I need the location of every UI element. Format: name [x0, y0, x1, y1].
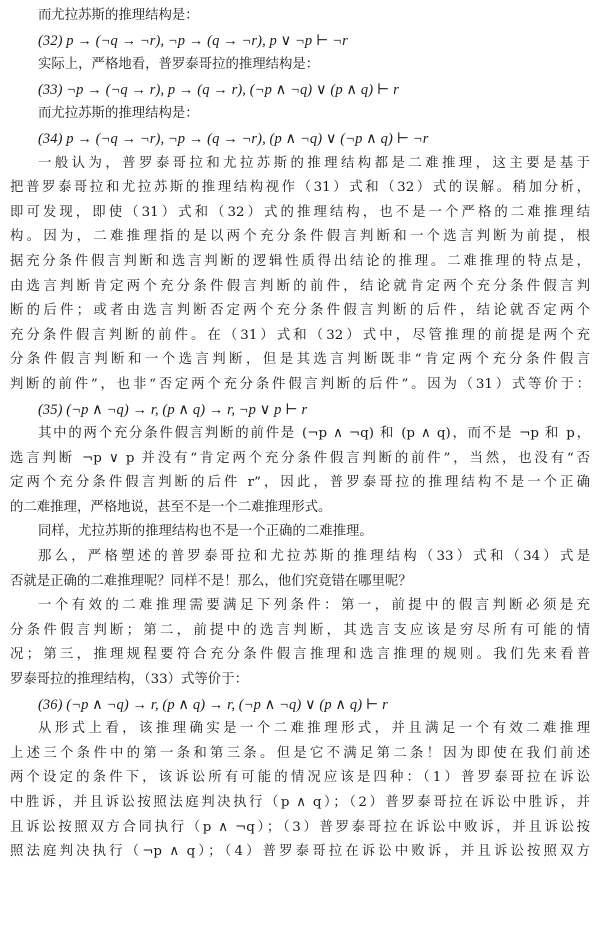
formula-36: (36) (¬p ∧ ¬q) → r, (p ∧ q) → r, (¬p ∧ ¬q) ∨ (p ∧ q) ⊢ r	[38, 696, 388, 713]
paragraph-line: 否就是正确的二难推理呢？同样不是！那么，他们究竟错在哪里呢？	[10, 573, 412, 589]
paragraph-line: 同样，尤拉苏斯的推理结构也不是一个正确的二难推理。	[38, 524, 373, 540]
paragraph-line: 充分条件假言判断的前件。在（31）式和（32）式中，尽管推理的前提是两个充	[10, 327, 590, 343]
paragraph-line: 那么，严格塑述的普罗泰哥拉和尤拉苏斯的推理结构（33）式和（34）式是	[38, 549, 590, 565]
paragraph-line: 两个设定的条件下，该诉讼所有可能的情况应该是四种：（1）普罗泰哥拉在诉讼	[10, 770, 590, 786]
formula-32: (32) p → (¬q → ¬r), ¬p → (q → ¬r), p ∨ ¬p ⊢ ¬r	[38, 32, 348, 49]
paragraph-line: 上述三个条件中的第一条和第三条。但是它不满足第二条！因为即使在我们前述	[10, 745, 590, 761]
formula-34: (34) p → (¬q → ¬r), ¬p → (q → ¬r), (p ∧ ¬q) ∨ (¬p ∧ q) ⊢ ¬r	[38, 130, 429, 147]
paragraph-line: 一个有效的二难推理需要满足下列条件：第一，前提中的假言判断必须是充	[38, 598, 590, 614]
paragraph-line: 且诉讼按照双方合同执行（p ∧ ¬q）；（3）普罗泰哥拉在诉讼中败诉，并且诉讼按	[10, 819, 590, 835]
formula-35: (35) (¬p ∧ ¬q) → r, (p ∧ q) → r, ¬p ∨ p ⊢ r	[38, 401, 308, 418]
text-line: 而尤拉苏斯的推理结构是：	[38, 8, 199, 23]
paragraph-line: 分条件假言判断和一个选言判断，但是其选言判断既非“肯定两个充分条件假言	[10, 352, 590, 368]
paragraph-line: 况；第三，推理规程要符合充分条件假言推理和选言推理的规则。我们先来看普	[10, 647, 590, 663]
paragraph-line: 断的后件；或者由选言判断否定两个充分条件假言判断的后件，结论就否定两个	[10, 303, 590, 319]
paragraph-line: 分条件假言判断；第二，前提中的选言判断，其选言支应该是穷尽所有可能的情	[10, 622, 590, 638]
paragraph-line: 的二难推理，严格地说，甚至不是一个二难推理形式。	[10, 499, 332, 515]
paragraph-line: 中胜诉，并且诉讼按照法庭判决执行（p ∧ q）；（2）普罗泰哥拉在诉讼中胜诉，并	[10, 795, 590, 810]
formula-33: (33) ¬p → (¬q → r), p → (q → r), (¬p ∧ ¬q) ∨ (p ∧ q) ⊢ r	[38, 81, 399, 98]
paragraph-line: 据充分条件假言判断和选言判断的逻辑性质得出结论的推理。二难推理的特点是，	[10, 253, 590, 269]
paragraph-line: 由选言判断肯定两个充分条件假言判断的前件，结论就肯定两个充分条件假言判	[10, 278, 590, 294]
paragraph-line: 定两个充分条件假言判断的后件 r”，因此，普罗泰哥拉的推理结构不是一个正确	[10, 475, 590, 491]
text-line: 实际上，严格地看，普罗泰哥拉的推理结构是：	[38, 57, 320, 73]
paragraph-line: 从形式上看，该推理确实是一个二难推理形式，并且满足一个有效二难推理	[38, 721, 590, 737]
paragraph-line: 把普罗泰哥拉和尤拉苏斯的推理结构视作（31）式和（32）式的误解。稍加分析，	[10, 180, 590, 196]
paragraph-line: 即可发现，即使（31）式和（32）式的推理结构，也不是一个严格的二难推理结	[10, 204, 590, 220]
paragraph-line: 判断的前件”，也非“否定两个充分条件假言判断的后件”。因为（31）式等价于：	[10, 376, 590, 392]
paragraph-line: 照法庭判决执行（¬p ∧ q）；（4）普罗泰哥拉在诉讼中败诉，并且诉讼按照双方	[10, 844, 590, 860]
paragraph-line: 一般认为，普罗泰哥拉和尤拉苏斯的推理结构都是二难推理，这主要是基于	[38, 155, 590, 171]
text-line: 而尤拉苏斯的推理结构是：	[38, 106, 199, 122]
paragraph-line: 选言判断 ¬p ∨ p 并没有“肯定两个充分条件假言判断的前件”，当然，也没有“否	[10, 450, 590, 466]
paragraph-line: 罗泰哥拉的推理结构，（33）式等价于：	[10, 672, 248, 688]
paragraph-line: 构。因为，二难推理指的是以两个充分条件假言判断和一个选言判断为前提，根	[10, 229, 590, 245]
paragraph-line: 其中的两个充分条件假言判断的前件是 (¬p ∧ ¬q) 和 (p ∧ q)，而不是 ¬p 和 p，	[38, 426, 590, 442]
